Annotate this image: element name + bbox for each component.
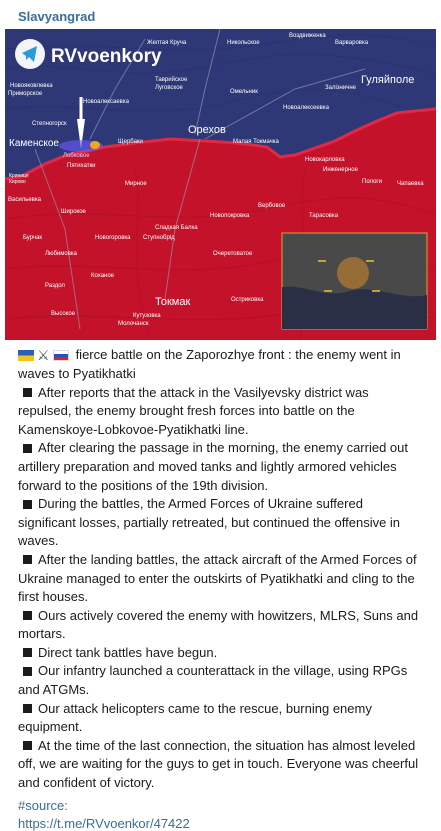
- label-lugovskoe: Луговское: [155, 85, 183, 91]
- black-square-icon: [23, 388, 32, 397]
- label-stulpnobrod: Ступнобрід: [143, 235, 175, 241]
- label-pyatikhatki: Пятихатки: [67, 163, 96, 169]
- watermark-text: RVvoenkory: [51, 46, 162, 67]
- crossed-swords-icon: ⚔: [37, 347, 50, 364]
- label-kutuzovka: Кутузовка: [133, 313, 161, 319]
- label-vozdvizhenka: Воздвиженка: [289, 33, 326, 39]
- post-text: [18, 346, 424, 793]
- label-lobkovoe: Лобковое: [63, 153, 90, 159]
- label-sladkaya-balka: Сладкая Балка: [155, 225, 198, 231]
- label-gulyaypole: Гуляйполе: [361, 74, 415, 86]
- bullet-text: Direct tank battles have begun.: [38, 644, 218, 660]
- label-primorskoe: Приморское: [8, 91, 43, 97]
- label-novokarlovka: Новокарловка: [305, 157, 345, 163]
- label-kirovo: Кирово: [9, 179, 26, 185]
- bullet-text: Our attack helicopters came to the rescue, burning enemy equipment.: [18, 700, 372, 735]
- black-square-icon: [23, 444, 32, 453]
- label-novopokrovka: Новопокровка: [210, 213, 250, 219]
- label-krynytsia: Криниця: [9, 173, 29, 179]
- bullet-text: After clearing the passage in the morning, the enemy carried out artillery preparation and moved tanks and lightly armored vehicles forward to the positions of the 19th division.: [18, 440, 408, 493]
- label-kamenskoe: Каменское: [9, 138, 59, 149]
- label-tavriyskoe: Таврийское: [155, 77, 188, 83]
- label-omelnik: Омельник: [230, 89, 258, 95]
- channel-name[interactable]: Slavyangrad: [18, 9, 96, 24]
- bullet-item: [18, 551, 424, 607]
- bullet-item: [18, 737, 424, 793]
- label-razdol: Раздол: [45, 283, 65, 289]
- label-tarasovka: Тарасовка: [309, 213, 339, 219]
- label-novoalekseevka2: Новоалексеевка: [283, 105, 329, 111]
- bullet-item: [18, 439, 424, 495]
- bullet-item: [18, 384, 424, 440]
- russia-flag-icon: [53, 350, 69, 361]
- label-kokhanoe: Коханое: [91, 273, 115, 279]
- label-vysokoe: Высокое: [51, 311, 76, 317]
- label-stepnogorsk: Степногорск: [32, 121, 67, 127]
- bullet-item: [18, 607, 424, 644]
- bullet-text: Ours actively covered the enemy with howitzers, MLRS, Suns and mortars.: [18, 607, 419, 642]
- label-lyubimovka: Любимовка: [45, 251, 77, 257]
- ukraine-flag-icon: [18, 350, 34, 361]
- label-novoyakovlevka: Новояковлевка: [10, 83, 53, 89]
- source-hashtag[interactable]: #source:: [18, 798, 68, 813]
- bullet-item: [18, 644, 424, 663]
- black-square-icon: [23, 555, 32, 564]
- map-image[interactable]: [5, 29, 436, 340]
- black-square-icon: [23, 648, 32, 657]
- label-inzhenernoe: Инженерное: [323, 167, 358, 173]
- label-novogorovka: Новогоровка: [95, 235, 131, 241]
- label-nikolskoe: Никольское: [227, 40, 260, 46]
- label-zaliznichnoe: Залізничне: [325, 85, 356, 91]
- bullet-text: At the time of the last connection, the situation has almost leveled off, we are waiting for the guys to get in touch. Everyone was cheerful and confident of victory.: [18, 737, 419, 791]
- black-square-icon: [23, 611, 32, 620]
- label-poloqi: Пологи: [362, 179, 382, 185]
- bullet-text: Our infantry launched a counterattack in the village, using RPGs and ATGMs.: [18, 663, 408, 698]
- label-mirnoe: Мирное: [125, 181, 147, 187]
- post-intro: fierce battle on the Zaporozhye front : the enemy went in waves to Pyatikhatki: [18, 347, 401, 381]
- label-novoalexeevka: Новоалексаевка: [83, 99, 129, 105]
- label-ocheretovatoe: Очеретоватое: [213, 251, 253, 257]
- black-square-icon: [23, 704, 32, 713]
- bullet-item: [18, 700, 424, 737]
- label-buryak: Бурчак: [23, 235, 43, 241]
- label-zheltaya-krucha: Желтая Круча: [147, 40, 187, 46]
- black-square-icon: [23, 667, 32, 676]
- label-shirokoe: Широкое: [61, 209, 86, 215]
- label-malaya-tokmachka: Малая Токмачка: [233, 139, 279, 145]
- bullet-item: [18, 662, 424, 699]
- flags-icons: [18, 346, 72, 365]
- label-molochansk: Молочанск: [118, 321, 149, 327]
- bullet-text: After reports that the attack in the Vasilyevsky district was repulsed, the enemy brought fresh forces into battle on the Kamenskoye-Lobkovoe-Pyatikhatki line.: [18, 384, 369, 437]
- label-vasilevka: Васильевка: [8, 197, 41, 203]
- label-shcherbaki: Щербаки: [118, 139, 143, 145]
- black-square-icon: [23, 741, 32, 750]
- label-varvarovka: Варваровка: [335, 40, 369, 46]
- black-square-icon: [23, 500, 32, 509]
- source-link[interactable]: https://t.me/RVvoenkor/47422: [18, 816, 190, 831]
- label-ostrikovka: Остриковка: [231, 297, 264, 303]
- label-tokmak: Токмак: [155, 296, 191, 308]
- label-verbovoe: Вербовое: [258, 203, 286, 209]
- post-intro-line: [18, 346, 424, 384]
- bullet-text: After the landing battles, the attack aircraft of the Armed Forces of Ukraine managed to enter the outskirts of Pyatikhatki and cling to the first houses.: [18, 551, 417, 605]
- bullet-text: During the battles, the Armed Forces of Ukraine suffered significant losses, partially retreated, but continued the offensive in waves.: [18, 496, 401, 549]
- label-chapaevka: Чапаевка: [397, 181, 424, 187]
- label-orekhov: Орехов: [188, 124, 226, 136]
- bullet-item: [18, 495, 424, 551]
